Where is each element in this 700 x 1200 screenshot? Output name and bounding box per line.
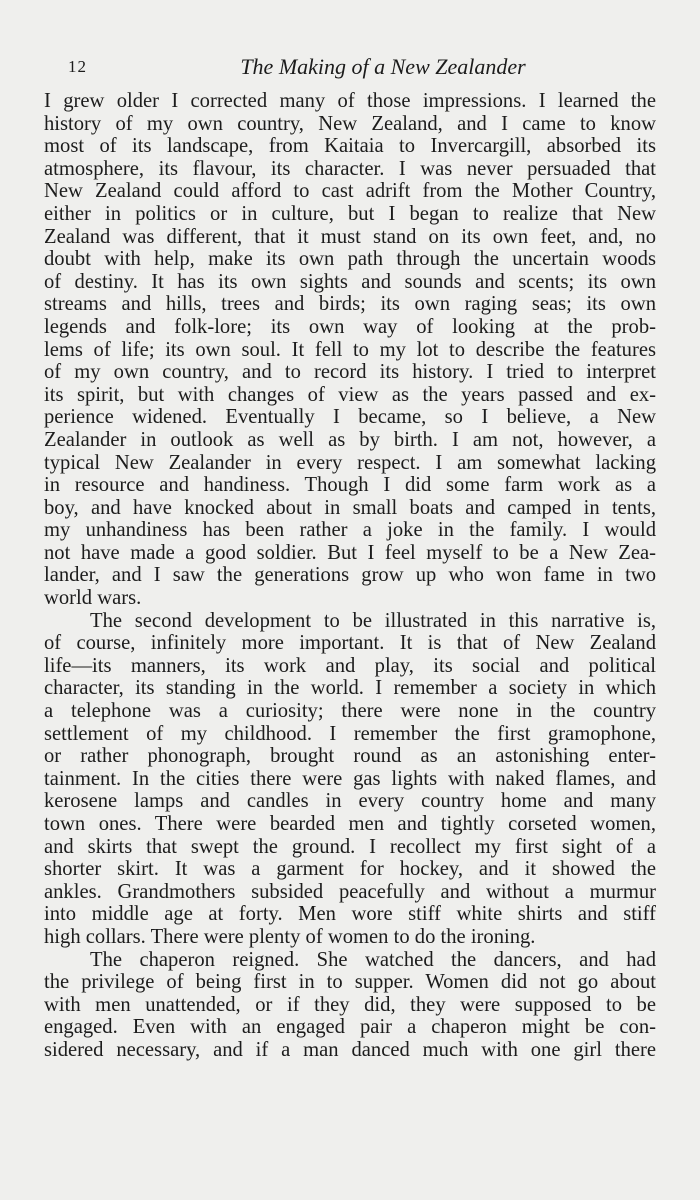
text-line: atmosphere, its flavour, its character. I was never persuaded that	[44, 157, 656, 180]
text-line: not have made a good soldier. But I feel myself to be a New Zea-	[44, 541, 656, 564]
paragraph-start-line: The chaperon reigned. She watched the dancers, and had	[90, 948, 656, 971]
text-line: ankles. Grandmothers subsided peacefully and without a murmur	[44, 880, 656, 903]
text-line: streams and hills, trees and birds; its own raging seas; its own	[44, 293, 656, 316]
text-line: lander, and I saw the generations grow up who won fame in two	[44, 564, 656, 587]
text-line: engaged. Even with an engaged pair a chaperon might be con-	[44, 1016, 656, 1039]
paragraph-end-line: high collars. There were plenty of women to do the ironing.	[44, 925, 536, 948]
text-line: either in politics or in culture, but I began to realize that New	[44, 202, 656, 225]
paragraph-end-line: world wars.	[44, 587, 142, 610]
text-line: most of its landscape, from Kaitaia to Invercargill, absorbed its	[44, 135, 656, 158]
text-line: kerosene lamps and candles in every country home and many	[44, 790, 656, 813]
text-line: tainment. In the cities there were gas lights with naked flames, and	[44, 767, 656, 790]
text-line: Zealander in outlook as well as by birth. I am not, however, a	[44, 428, 656, 451]
text-line: boy, and have knocked about in small boats and camped in tents,	[44, 496, 656, 519]
text-line: legends and folk-lore; its own way of looking at the prob-	[44, 315, 656, 338]
text-line: of course, infinitely more important. It is that of New Zealand	[44, 632, 656, 655]
paragraph-start-line: The second development to be illustrated in this narrative is,	[90, 609, 656, 632]
text-line: sidered necessary, and if a man danced much with one girl there	[44, 1038, 656, 1061]
text-line: my unhandiness has been rather a joke in the family. I would	[44, 519, 656, 542]
body-text	[44, 90, 656, 1062]
text-line: of my own country, and to record its history. I tried to interpret	[44, 361, 656, 384]
text-line: shorter skirt. It was a garment for hockey, and it showed the	[44, 858, 656, 881]
text-line: in resource and handiness. Though I did some farm work as a	[44, 474, 656, 497]
text-line: typical New Zealander in every respect. I am somewhat lacking	[44, 451, 656, 474]
text-line: character, its standing in the world. I remember a society in which	[44, 677, 656, 700]
text-line: of destiny. It has its own sights and sounds and scents; its own	[44, 270, 656, 293]
text-line: its spirit, but with changes of view as the years passed and ex-	[44, 383, 656, 406]
text-line: and skirts that swept the ground. I recollect my first sight of a	[44, 835, 656, 858]
text-line: New Zealand could afford to cast adrift from the Mother Country,	[44, 180, 656, 203]
text-line: town ones. There were bearded men and tightly corseted women,	[44, 813, 656, 835]
text-line: lems of life; its own soul. It fell to my lot to describe the features	[44, 338, 656, 361]
text-line: life—its manners, its work and play, its social and political	[44, 654, 656, 677]
text-line: history of my own country, New Zealand, and I came to know	[44, 112, 656, 135]
text-line: I grew older I corrected many of those impressions. I learned the	[44, 90, 656, 112]
page-number: 12	[68, 57, 87, 76]
text-line: or rather phonograph, brought round as an astonishing enter-	[44, 745, 656, 768]
text-line: doubt with help, make its own path through the uncertain woods	[44, 248, 656, 271]
text-line: the privilege of being first in to supper. Women did not go about	[44, 971, 656, 994]
text-line: a telephone was a curiosity; there were none in the country	[44, 700, 656, 723]
text-line: with men unattended, or if they did, they were supposed to be	[44, 993, 656, 1016]
running-title: The Making of a New Zealander	[240, 54, 526, 79]
text-line: Zealand was different, that it must stand on its own feet, and, no	[44, 225, 656, 248]
text-line: into middle age at forty. Men wore stiff white shirts and stiff	[44, 903, 656, 926]
text-line: settlement of my childhood. I remember the first gramophone,	[44, 722, 656, 745]
running-head	[68, 54, 658, 84]
text-line: perience widened. Eventually I became, so I believe, a New	[44, 406, 656, 429]
